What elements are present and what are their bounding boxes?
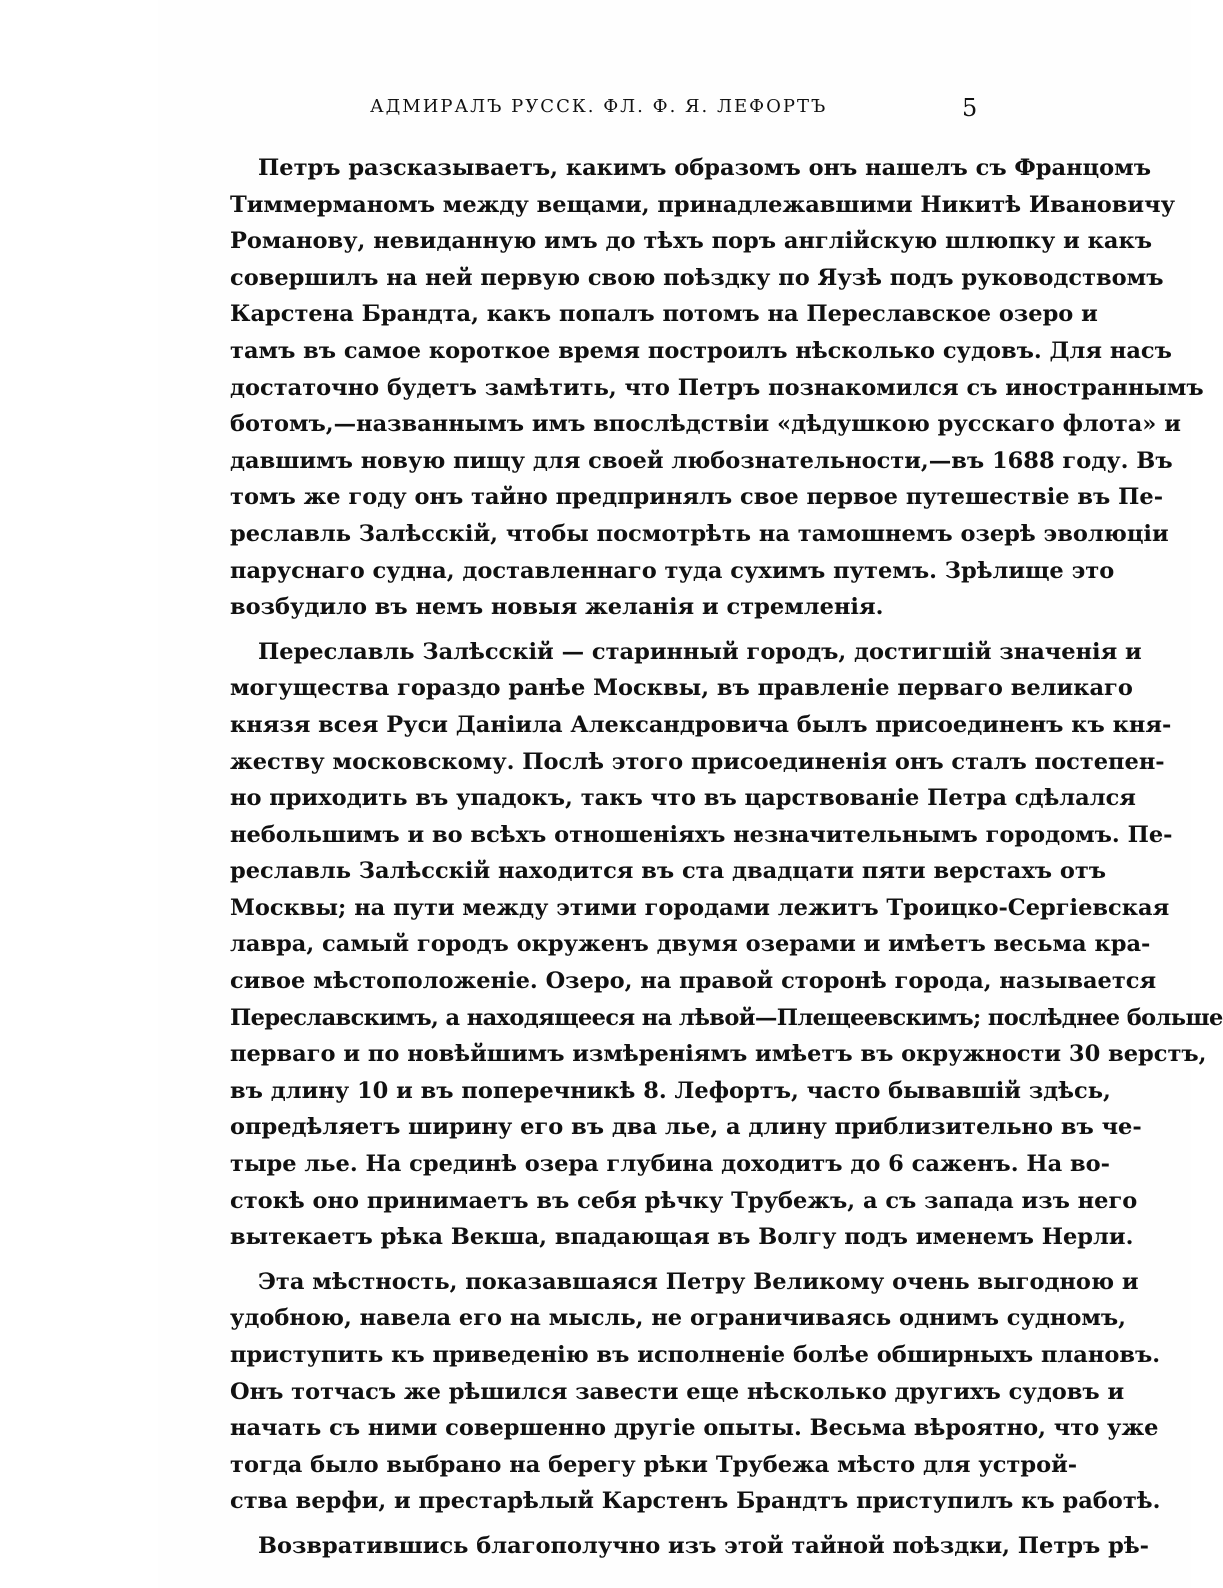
text-line: тогда было выбрано на берегу рѣки Трубежа мѣсто для устрой- — [230, 1451, 1078, 1478]
running-title: АДМИРАЛЪ РУССК. ФЛ. Ф. Я. ЛЕФОРТЪ — [370, 96, 828, 117]
text-line: Карстена Брандта, какъ попалъ потомъ на Переславское озеро и — [230, 301, 1098, 328]
text-line: Переславскимъ, а находящееся на лѣвой—Плещеевскимъ; послѣднее больше — [230, 1004, 1223, 1031]
text-line: въ длину 10 и въ поперечникѣ 8. Лефортъ, часто бывавшій здѣсь, — [230, 1077, 1111, 1104]
text-line: Москвы; на пути между этими городами лежитъ Троицко-Сергіевская — [230, 894, 1170, 921]
text-line: возбудило въ немъ новыя желанія и стремленія. — [230, 594, 884, 621]
text-line: Петръ разсказываетъ, какимъ образомъ онъ нашелъ съ Францомъ — [258, 155, 1151, 181]
text-line: приступить къ приведенію въ исполненіе болѣе обширныхъ плановъ. — [230, 1342, 1161, 1368]
text-line: Онъ тотчасъ же рѣшился завести еще нѣсколько другихъ судовъ и — [230, 1378, 1125, 1405]
text-line: Переславль Залѣсскій — старинный городъ, достигшій значенія и — [258, 638, 1142, 665]
text-line: реславль Залѣсскій находится въ ста двадцати пяти верстахъ отъ — [230, 858, 1107, 885]
text-line: опредѣляетъ ширину его въ два лье, а длину приблизительно въ че- — [230, 1114, 1142, 1141]
page-number: 5 — [962, 94, 978, 122]
text-line: совершилъ на ней первую свою поѣздку по Яузѣ подъ руководствомъ — [230, 264, 1164, 291]
text-line: могущества гораздо ранѣе Москвы, въ правленіе перваго великаго — [230, 675, 1133, 702]
text-line: тыре лье. На срединѣ озера глубина доходитъ до 6 саженъ. На во- — [230, 1151, 1111, 1178]
text-line: вытекаетъ рѣка Векша, впадающая въ Волгу подъ именемъ Нерли. — [230, 1224, 1134, 1251]
paragraph — [230, 1528, 1150, 1565]
text-line: давшимъ новую пищу для своей любознательности,—въ 1688 году. Въ — [230, 447, 1173, 474]
paragraph — [230, 1264, 1161, 1520]
text-line: ботомъ,—названнымъ имъ впослѣдствіи «дѣдушкою русскаго флота» и — [230, 411, 1181, 438]
body-text — [230, 150, 1223, 1565]
text-line: удобною, навела его на мысль, не ограничиваясь однимъ судномъ, — [230, 1305, 1127, 1332]
text-line: паруснаго судна, доставленнаго туда сухимъ путемъ. Зрѣлище это — [230, 557, 1115, 584]
text-line: томъ же году онъ тайно предпринялъ свое первое путешествіе въ Пе- — [230, 484, 1164, 511]
text-line: реславль Залѣсскій, чтобы посмотрѣть на тамошнемъ озерѣ эволюціи — [230, 520, 1169, 547]
text-line: достаточно будетъ замѣтить, что Петръ познакомился съ иностраннымъ — [230, 374, 1204, 401]
text-line: перваго и по новѣйшимъ измѣреніямъ имѣетъ въ окружности 30 верстъ, — [230, 1041, 1207, 1068]
text-line: лавра, самый городъ окруженъ двумя озерами и имѣетъ весьма кра- — [230, 931, 1151, 958]
text-line: Эта мѣстность, показавшаяся Петру Великому очень выгодною и — [258, 1268, 1139, 1295]
text-line: жеству московскому. Послѣ этого присоединенія онъ сталъ постепен- — [230, 748, 1165, 775]
text-line: Романову, невиданную имъ до тѣхъ поръ англійскую шлюпку и какъ — [230, 228, 1153, 255]
text-line: сивое мѣстоположеніе. Озеро, на правой сторонѣ города, называется — [230, 968, 1157, 995]
text-line: князя всея Руси Даніила Александровича былъ присоединенъ къ кня- — [230, 711, 1172, 738]
text-line: стокѣ оно принимаетъ въ себя рѣчку Трубежъ, а съ запада изъ него — [230, 1187, 1138, 1214]
paragraph — [230, 150, 1204, 626]
text-line: Возвратившись благополучно изъ этой тайной поѣздки, Петръ рѣ- — [258, 1532, 1150, 1559]
text-line: Тиммерманомъ между вещами, принадлежавшими Никитѣ Ивановичу — [230, 191, 1175, 218]
text-line: тамъ въ самое короткое время построилъ нѣсколько судовъ. Для насъ — [230, 337, 1172, 364]
paragraph — [230, 634, 1223, 1256]
text-line: но приходить въ упадокъ, такъ что въ царствованіе Петра сдѣлался — [230, 785, 1136, 812]
text-line: небольшимъ и во всѣхъ отношеніяхъ незначительнымъ городомъ. Пе- — [230, 821, 1173, 848]
text-line: ства верфи, и престарѣлый Карстенъ Брандтъ приступилъ къ работѣ. — [230, 1488, 1161, 1515]
text-line: начать съ ними совершенно другіе опыты. Весьма вѣроятно, что уже — [230, 1415, 1159, 1442]
